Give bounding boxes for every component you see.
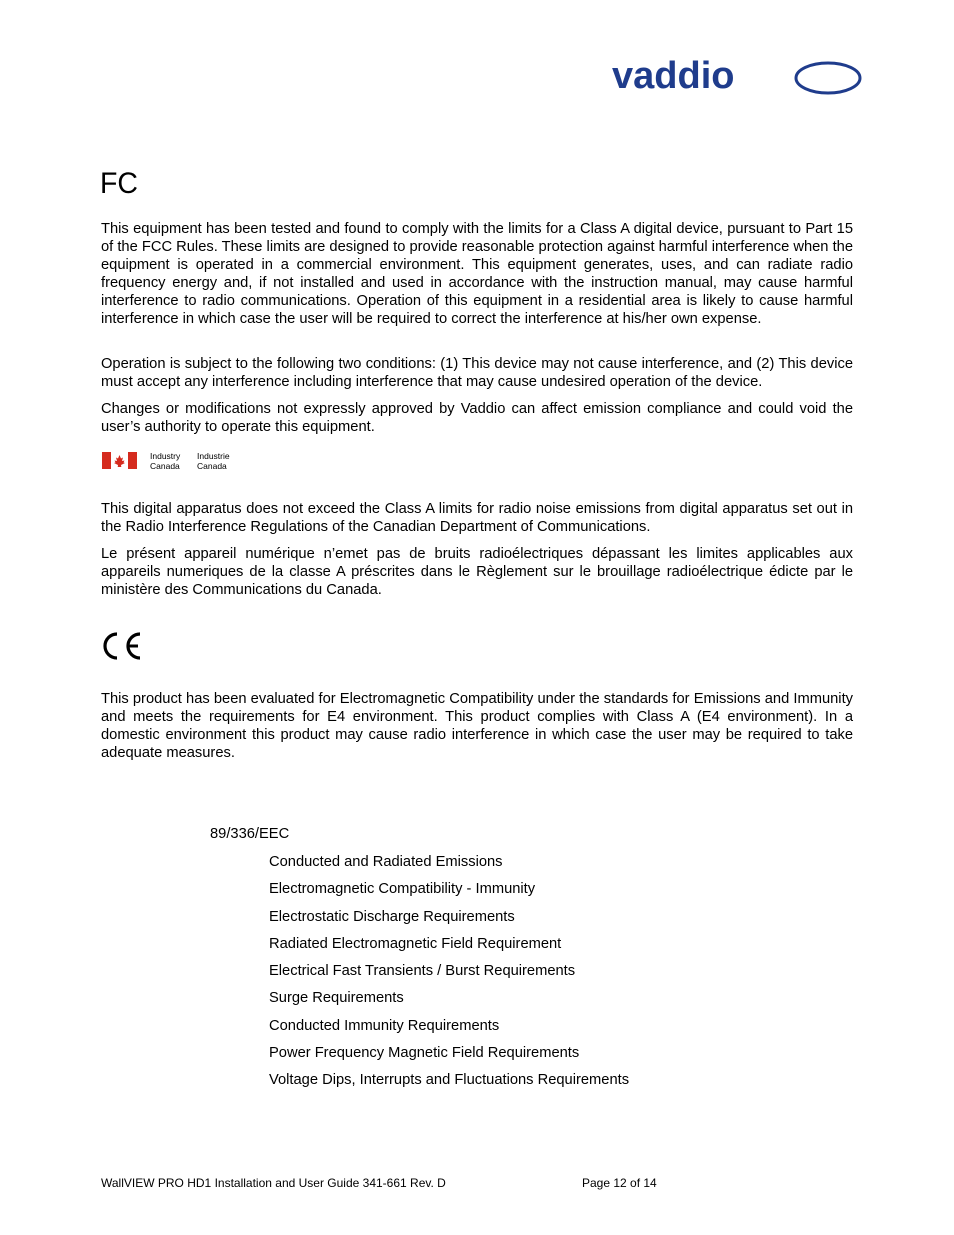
list-item: Power Frequency Magnetic Field Requirements: [269, 1045, 580, 1062]
fcc-paragraph-3: Changes or modifications not expressly approved by Vaddio can affect emission compliance and could void the user’s authority to operate this equipment.: [101, 401, 853, 435]
ic-paragraph-2: Le présent appareil numérique n’emet pas de bruits radioélectriques dépassant les limites applicables aux appareils numeriques de la classe A préscrites dans le Règlement sur le brouillage radioélectrique édicte par le ministère des Communications du Canada.: [101, 546, 853, 598]
footer-page-number: Page 12 of 14: [582, 1176, 657, 1190]
list-item: Electrostatic Discharge Requirements: [269, 908, 515, 925]
ic-paragraph-1: This digital apparatus does not exceed the Class A limits for radio noise emissions from digital apparatus set out in the Radio Interference Regulations of the Canadian Department of Communications.: [101, 501, 853, 535]
standards-list: [269, 854, 629, 1100]
ce-directive: 89/336/EEC: [210, 826, 290, 842]
industry-canada-logo: [101, 450, 241, 472]
svg-text:Industrie: Industrie: [197, 451, 230, 461]
list-item: Conducted Immunity Requirements: [269, 1017, 500, 1034]
fcc-paragraph-1: This equipment has been tested and found to comply with the limits for a Class A digital device, pursuant to Part 15 of the FCC Rules. These limits are designed to provide reasonable protection against harmful interference when the equipment is operated in a commercial environment. This equipment generates, uses, and can radiate radio frequency energy and, if not installed and used in accordance with the instruction manual, may cause harmful interference to radio communications. Operation of this equipment in a residential area is likely to cause harmful interference in which case the user will be required to correct the interference at his/her own expense.: [101, 221, 853, 327]
svg-text:Industry: Industry: [150, 451, 181, 461]
list-item: Electromagnetic Compatibility - Immunity: [269, 881, 536, 898]
list-item: Voltage Dips, Interrupts and Fluctuations Requirements: [269, 1072, 630, 1089]
svg-text:Canada: Canada: [150, 461, 180, 471]
footer-doc-title: WallVIEW PRO HD1 Installation and User Guide 341-661 Rev. D: [101, 1176, 446, 1190]
svg-text:vaddio: vaddio: [612, 56, 735, 96]
fcc-paragraph-2: Operation is subject to the following two conditions: (1) This device may not cause interference, and (2) This device must accept any interference including interference that may cause undesired operation of the device.: [101, 356, 853, 390]
fcc-logo: [100, 166, 140, 196]
list-item: Electrical Fast Transients / Burst Requirements: [269, 963, 576, 980]
ce-paragraph: This product has been evaluated for Electromagnetic Compatibility under the standards for Emissions and Immunity and meets the requirements for E4 environment. This product complies with Class A (E4 environment). In a domestic environment this product may cause radio interference in which case the user may be required to take adequate measures.: [101, 691, 853, 761]
svg-text:FC: FC: [100, 167, 138, 196]
vaddio-logo: [610, 56, 862, 96]
list-item: Surge Requirements: [269, 990, 404, 1007]
list-item: Radiated Electromagnetic Field Requirement: [269, 935, 562, 952]
ce-mark-icon: [100, 630, 146, 662]
svg-text:Canada: Canada: [197, 461, 227, 471]
list-item: Conducted and Radiated Emissions: [269, 854, 503, 870]
